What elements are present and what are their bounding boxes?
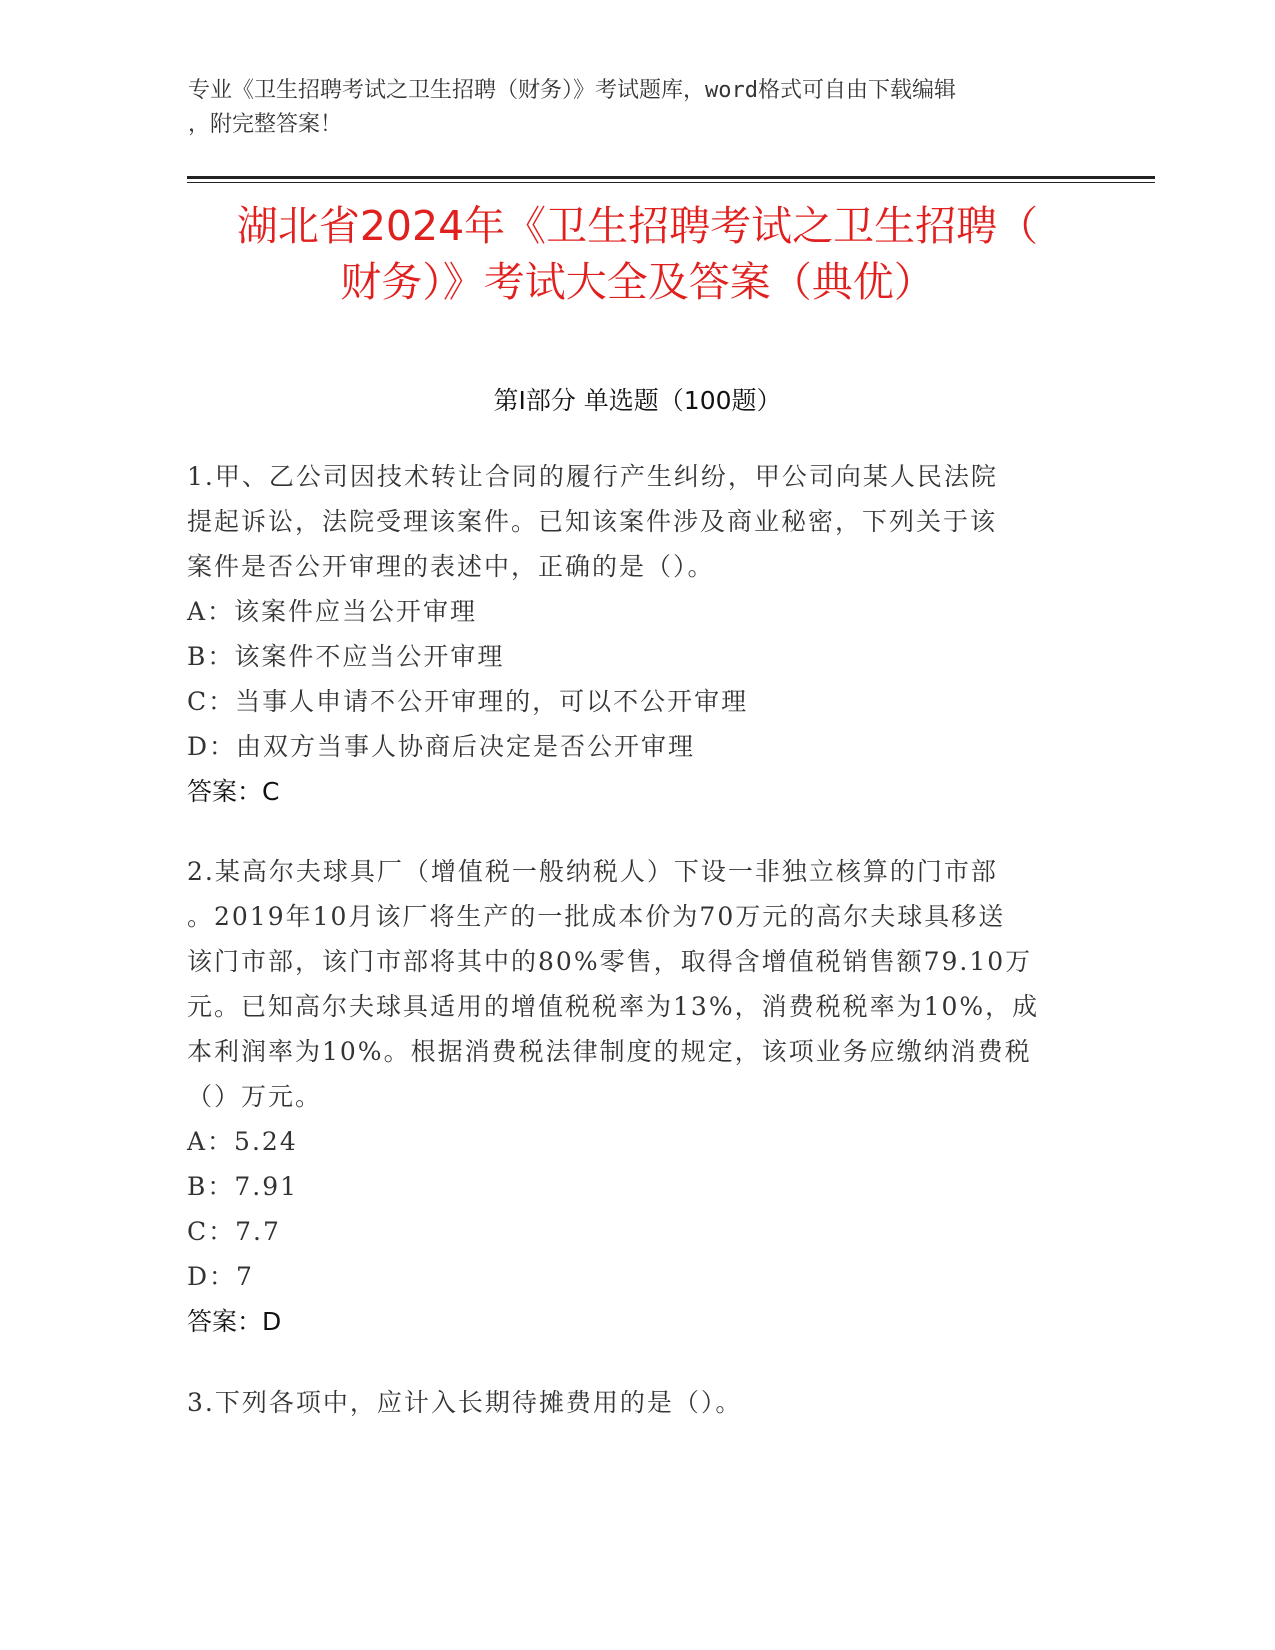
question-1	[187, 454, 1087, 814]
question-text-line: 案件是否公开审理的表述中，正确的是（）。	[187, 552, 715, 581]
question-text-line: 1.甲、乙公司因技术转让合同的履行产生纠纷，甲公司向某人民法院	[187, 462, 998, 491]
option-b: B：7.91	[187, 1172, 299, 1201]
question-text-line: 元。已知高尔夫球具适用的增值税税率为13%，消费税税率为10%，成	[187, 992, 1040, 1021]
option-a: A：该案件应当公开审理	[187, 597, 478, 626]
option-d: D：由双方当事人协商后决定是否公开审理	[187, 732, 696, 761]
answer: 答案：D	[187, 1307, 282, 1336]
document-title-line-2: 财务）》考试大全及答案（典优）	[340, 258, 935, 306]
document-title-line-1: 湖北省2024年《卫生招聘考试之卫生招聘（	[236, 202, 1039, 250]
option-c: C：当事人申请不公开审理的，可以不公开审理	[187, 687, 749, 716]
question-3	[187, 1380, 1087, 1425]
answer: 答案：C	[187, 777, 280, 806]
header-divider-thin	[187, 182, 1155, 183]
question-text-line: 本利润率为10%。根据消费税法律制度的规定，该项业务应缴纳消费税	[187, 1037, 1032, 1066]
question-text-line: 该门市部，该门市部将其中的80%零售，取得含增值税销售额79.10万	[187, 947, 1033, 976]
option-b: B：该案件不应当公开审理	[187, 642, 505, 671]
option-c: C：7.7	[187, 1217, 281, 1246]
option-a: A：5.24	[187, 1127, 298, 1156]
question-text-line: 3.下列各项中，应计入长期待摊费用的是（）。	[187, 1388, 743, 1417]
question-2	[187, 849, 1087, 1344]
document-title	[150, 198, 1125, 310]
question-text-line: 2.某高尔夫球具厂（增值税一般纳税人）下设一非独立核算的门市部	[187, 857, 998, 886]
question-text-line: 。2019年10月该厂将生产的一批成本价为70万元的高尔夫球具移送	[187, 902, 1006, 931]
question-text-line: （）万元。	[187, 1082, 323, 1111]
section-heading: 第I部分 单选题（100题）	[493, 386, 782, 415]
header-divider-thick	[187, 176, 1155, 179]
header-note	[188, 74, 1088, 142]
header-note-line-1: 专业《卫生招聘考试之卫生招聘（财务）》考试题库，word格式可自由下载编辑	[188, 78, 956, 103]
option-d: D：7	[187, 1262, 254, 1291]
header-note-line-2: ，附完整答案！	[188, 112, 343, 137]
question-text-line: 提起诉讼，法院受理该案件。已知该案件涉及商业秘密，下列关于该	[187, 507, 998, 536]
